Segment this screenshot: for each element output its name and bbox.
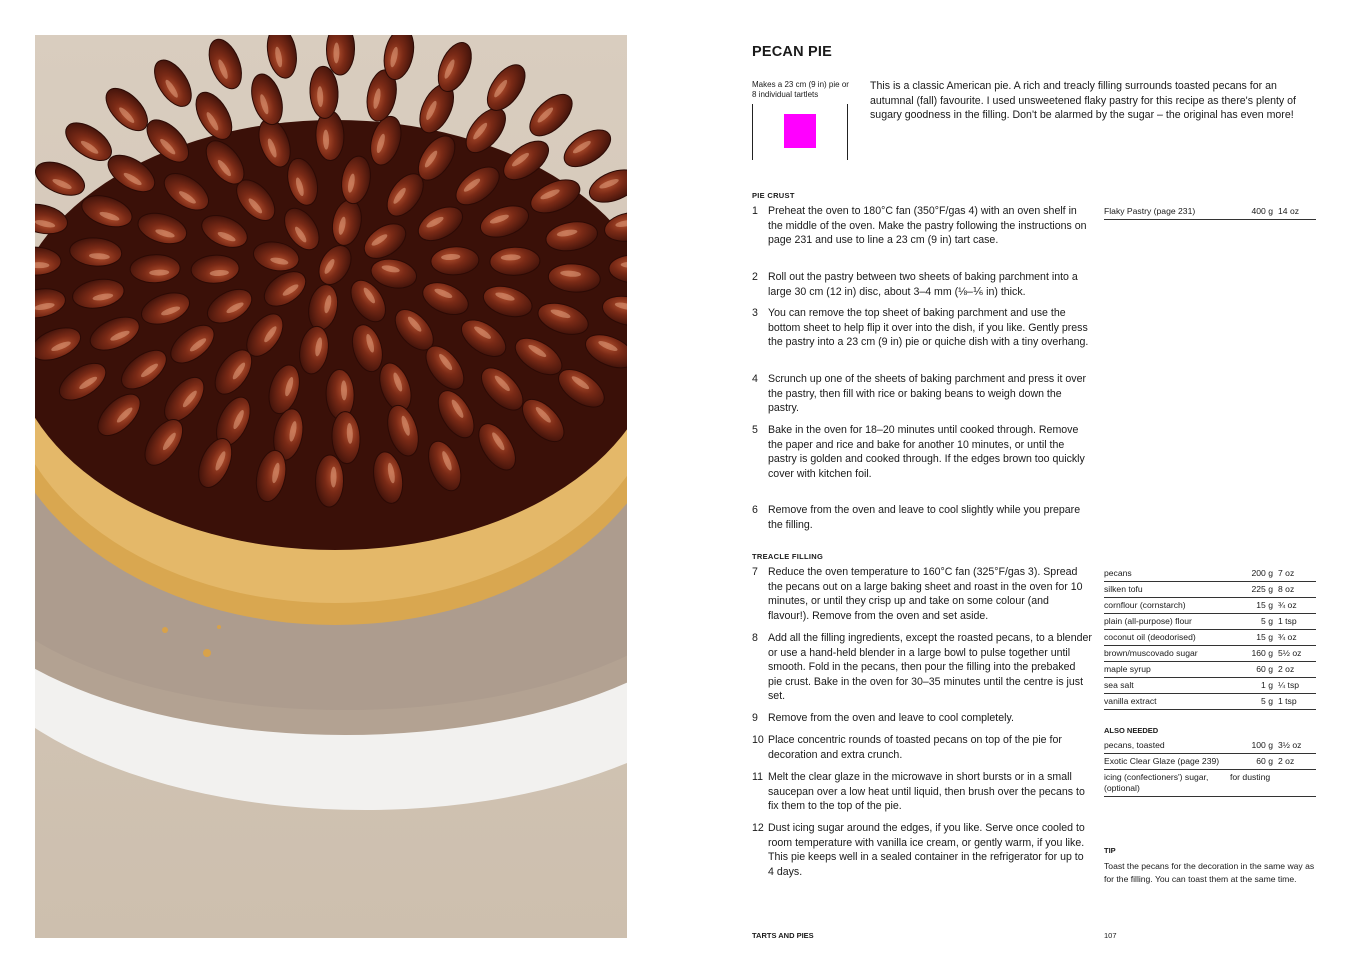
ingredient-row [1104,598,1316,614]
ingredient-imperial: ¾ oz [1278,632,1297,642]
step-text: Add all the filling ingredients, except the roasted pecans, to a blender or use a hand-held blender in a large bowl to pulse together until smooth. Fold in the pecans, then pour the filling into the prebaked pie crust. Bake in the oven for 30–35 minutes until the centre is just set. [768,632,1092,703]
ingredient-quantity: 200 g [1251,568,1273,578]
also-needed-ingredients [1104,738,1316,797]
ingredient-quantity: 160 g [1251,648,1273,658]
ingredient-imperial: 1 tsp [1278,696,1297,706]
step-number: 4 [752,373,758,385]
recipe-title: PECAN PIE [752,44,832,60]
ingredient-name: sea salt [1104,680,1134,690]
pecan-half [315,455,344,507]
ingredient-name: Flaky Pastry (page 231) [1104,206,1196,216]
pecan-pie-photo [35,35,627,938]
step-number: 2 [752,271,758,283]
method-step [752,565,1092,623]
method-step [752,711,1092,726]
treacle-filling-ingredients [1104,566,1316,710]
step-number: 6 [752,504,758,516]
ingredient-imperial: 8 oz [1278,584,1295,594]
ingredient-name: pecans, toasted [1104,740,1165,750]
ingredient-imperial: 1 tsp [1278,616,1297,626]
ingredient-name: pecans [1104,568,1132,578]
step-number: 1 [752,205,758,217]
ingredient-imperial: 14 oz [1278,206,1300,216]
ingredient-name: icing (confectioners') sugar, (optional) [1104,772,1209,793]
step-number: 3 [752,307,758,319]
recipe-intro: This is a classic American pie. A rich and treacly filling surrounds toasted pecans for an autumnal (fall) favourite. I used unsweetened flaky pastry for this recipe as there's plenty of sugary goodness in the filling. Don't be alarmed by the sugar – the original has even more! [870,80,1296,122]
ingredient-name: brown/muscovado sugar [1104,648,1198,658]
ingredient-row [1104,646,1316,662]
step-text: Place concentric rounds of toasted pecans on top of the pie for decoration and extra crunch. [768,734,1062,761]
tip-text: Toast the pecans for the decoration in the same way as for the filling. You can toast them at the same time. [1104,861,1315,884]
method-step [752,503,1092,532]
step-text: You can remove the top sheet of baking parchment and use the bottom sheet to help flip it over into the dish, if you like. Gently press the pastry into a 23 cm (9 in) pie or quiche dish with a tiny overhang. [768,307,1089,349]
ingredient-imperial: 3½ oz [1278,740,1302,750]
footer-section-name: TARTS AND PIES [752,931,814,940]
ingredient-imperial: 2 oz [1278,756,1295,766]
step-number: 11 [752,771,763,783]
ingredient-row [1104,582,1316,598]
recipe-yield: Makes a 23 cm (9 in) pie or 8 individual tartlets [752,80,849,99]
yield-bracket [752,104,848,160]
method-step [752,372,1092,416]
ingredient-imperial: ¾ oz [1278,600,1297,610]
crumb [162,627,168,633]
method-step [752,204,1092,248]
section-label-also-needed: ALSO NEEDED [1104,726,1159,735]
ingredient-row [1104,630,1316,646]
step-text: Reduce the oven temperature to 160°C fan (325°F/gas 3). Spread the pecans out on a large baking sheet and roast in the oven for 10 minutes, or until they crisp up and take on some colour (and flavour!). Remove from the oven and set aside. [768,566,1083,622]
section-label-treacle-filling: TREACLE FILLING [752,552,824,561]
method-step [752,270,1092,299]
method-step [752,733,1092,762]
ingredient-imperial: ¼ tsp [1278,680,1300,690]
ingredient-row [1104,204,1316,220]
method-step [752,423,1092,481]
ingredient-quantity: 60 g [1256,756,1273,766]
crumb [217,625,221,629]
step-text: Preheat the oven to 180°C fan (350°F/gas 4) with an oven shelf in the middle of the oven. Make the pastry following the instructions on page 231 and use to line a 23 cm (9 in) tart case. [768,205,1087,247]
ingredient-name: vanilla extract [1104,696,1157,706]
ingredient-quantity: 5 g [1261,616,1273,626]
tip-label: TIP [1104,846,1116,855]
ingredient-row [1104,694,1316,710]
ingredient-row [1104,614,1316,630]
step-text: Remove from the oven and leave to cool completely. [768,712,1014,724]
color-swatch [784,114,816,148]
ingredient-imperial: 5½ oz [1278,648,1302,658]
ingredient-quantity: 225 g [1251,584,1273,594]
recipe-yield-block [752,80,850,160]
step-text: Dust icing sugar around the edges, if you like. Serve once cooled to room temperature with vanilla ice cream, or gently warm, if you like. This pie keeps well in a sealed container in the refrigerator for up to 4 days. [768,822,1085,878]
step-number: 9 [752,712,758,724]
ingredient-row [1104,738,1316,754]
ingredient-quantity: 100 g [1251,740,1273,750]
ingredient-row [1104,678,1316,694]
crumb [203,649,211,657]
method-step [752,770,1092,814]
ingredient-row [1104,754,1316,770]
ingredient-quantity: 1 g [1261,680,1273,690]
ingredient-name: silken tofu [1104,584,1143,594]
page-number: 107 [1104,931,1117,940]
ingredient-row [1104,566,1316,582]
ingredient-quantity: 5 g [1261,696,1273,706]
method-step [752,631,1092,704]
step-number: 8 [752,632,758,644]
ingredient-note: for dusting [1230,772,1271,782]
method-step [752,306,1092,350]
step-number: 7 [752,566,758,578]
section-label-pie-crust: PIE CRUST [752,191,795,200]
ingredient-name: maple syrup [1104,664,1151,674]
ingredient-name: plain (all-purpose) flour [1104,616,1192,626]
ingredient-name: coconut oil (deodorised) [1104,632,1196,642]
ingredient-imperial: 7 oz [1278,568,1295,578]
step-text: Remove from the oven and leave to cool slightly while you prepare the filling. [768,504,1081,531]
step-text: Bake in the oven for 18–20 minutes until cooked through. Remove the paper and rice and bake for another 10 minutes, or until the pastry is golden and cooked through. If the edges brown too quickly cover with kitchen foil. [768,424,1085,480]
step-text: Melt the clear glaze in the microwave in short bursts or in a small saucepan over a low heat until liquid, then brush over the pecans to fix them to the top of the pie. [768,771,1085,813]
ingredient-quantity: 15 g [1256,632,1273,642]
pie-crust-ingredients [1104,204,1316,220]
step-number: 5 [752,424,758,436]
ingredient-quantity: 15 g [1256,600,1273,610]
ingredient-row [1104,662,1316,678]
ingredient-imperial: 2 oz [1278,664,1295,674]
ingredient-name: Exotic Clear Glaze (page 239) [1104,756,1220,766]
step-number: 12 [752,822,764,834]
ingredient-row [1104,770,1316,797]
ingredient-quantity: 400 g [1251,206,1273,216]
method-step [752,821,1092,879]
step-text: Scrunch up one of the sheets of baking parchment and press it over the pastry, then fill with rice or baking beans to weigh down the pastry. [768,373,1087,415]
ingredient-quantity: 60 g [1256,664,1273,674]
pie-illustration [35,35,627,938]
step-number: 10 [752,734,764,746]
ingredient-name: cornflour (cornstarch) [1104,600,1186,610]
step-text: Roll out the pastry between two sheets of baking parchment into a large 30 cm (12 in) disc, about 3–4 mm (⅛–⅙ in) thick. [768,271,1078,298]
